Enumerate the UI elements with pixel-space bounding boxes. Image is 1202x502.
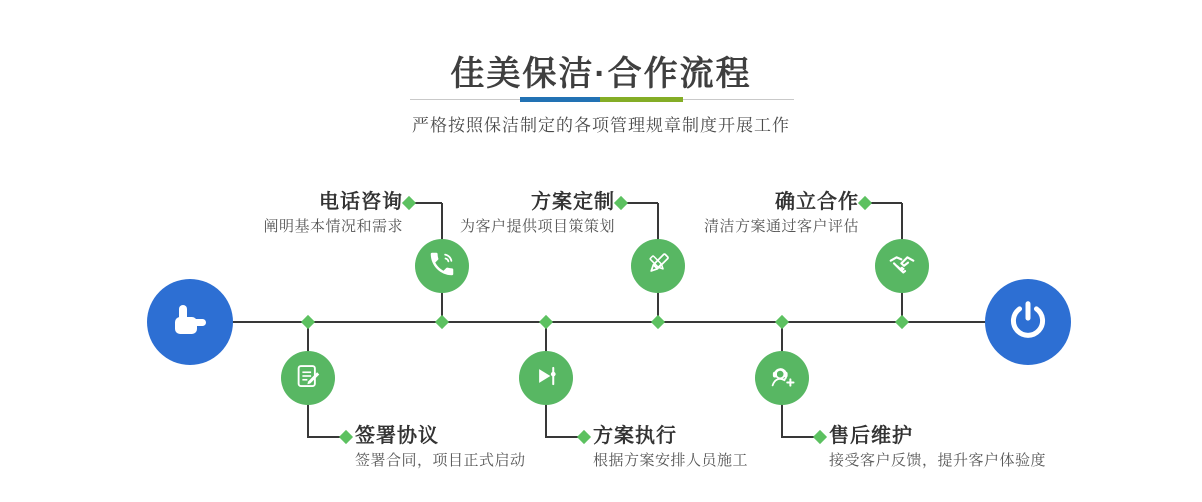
timeline-marker-diamond bbox=[895, 315, 909, 329]
power-icon bbox=[1005, 297, 1051, 348]
step-title: 方案执行 bbox=[593, 425, 677, 447]
step-title: 售后维护 bbox=[829, 425, 913, 447]
step-desc: 清洁方案通过客户评估 bbox=[703, 218, 859, 235]
step-desc: 为客户提供项目策策划 bbox=[459, 218, 615, 235]
step-node-execute bbox=[519, 351, 573, 405]
headset-plus-icon bbox=[767, 361, 797, 396]
timeline-end-node bbox=[985, 279, 1071, 365]
step-title: 签署协议 bbox=[355, 425, 439, 447]
step-label-plan bbox=[460, 191, 615, 235]
timeline-marker-diamond bbox=[301, 315, 315, 329]
step-title: 方案定制 bbox=[531, 191, 615, 213]
timeline-marker-diamond bbox=[775, 315, 789, 329]
step-node-plan bbox=[631, 239, 685, 293]
label-marker-diamond bbox=[339, 430, 353, 444]
label-marker-diamond bbox=[614, 196, 628, 210]
step-node-aftersales bbox=[755, 351, 809, 405]
step-label-phone bbox=[263, 191, 403, 235]
step-desc: 签署合同，项目正式启动 bbox=[355, 452, 526, 469]
contract-icon bbox=[293, 361, 323, 396]
timeline-marker-diamond bbox=[539, 315, 553, 329]
page-subtitle: 严格按照保洁制定的各项管理规章制度开展工作 bbox=[412, 116, 790, 135]
step-desc: 阐明基本情况和需求 bbox=[263, 218, 403, 235]
step-title: 确立合作 bbox=[775, 191, 859, 213]
label-marker-diamond bbox=[577, 430, 591, 444]
page-title: 佳美保洁·合作流程 bbox=[450, 55, 752, 93]
label-marker-diamond bbox=[858, 196, 872, 210]
step-label-cooperation bbox=[704, 191, 859, 235]
timeline-start-node bbox=[147, 279, 233, 365]
timeline-line bbox=[225, 321, 990, 323]
step-title: 电话咨询 bbox=[319, 191, 403, 213]
handshake-icon bbox=[886, 248, 918, 285]
crossed-pencils-icon bbox=[643, 249, 673, 284]
phone-icon bbox=[427, 249, 457, 284]
step-desc: 根据方案安排人员施工 bbox=[593, 452, 749, 469]
step-node-phone bbox=[415, 239, 469, 293]
step-desc: 接受客户反馈，提升客户体验度 bbox=[829, 452, 1047, 469]
step-node-cooperation bbox=[875, 239, 929, 293]
divider-green-segment bbox=[600, 97, 683, 102]
pointing-hand-icon bbox=[166, 296, 214, 349]
divider-blue-segment bbox=[520, 97, 600, 102]
step-label-execute bbox=[593, 425, 748, 469]
label-marker-diamond bbox=[402, 196, 416, 210]
step-label-aftersales bbox=[829, 425, 1046, 469]
step-label-sign bbox=[355, 425, 526, 469]
step-node-sign bbox=[281, 351, 335, 405]
label-marker-diamond bbox=[813, 430, 827, 444]
timeline-marker-diamond bbox=[435, 315, 449, 329]
timeline-marker-diamond bbox=[651, 315, 665, 329]
play-slider-icon bbox=[531, 361, 561, 396]
